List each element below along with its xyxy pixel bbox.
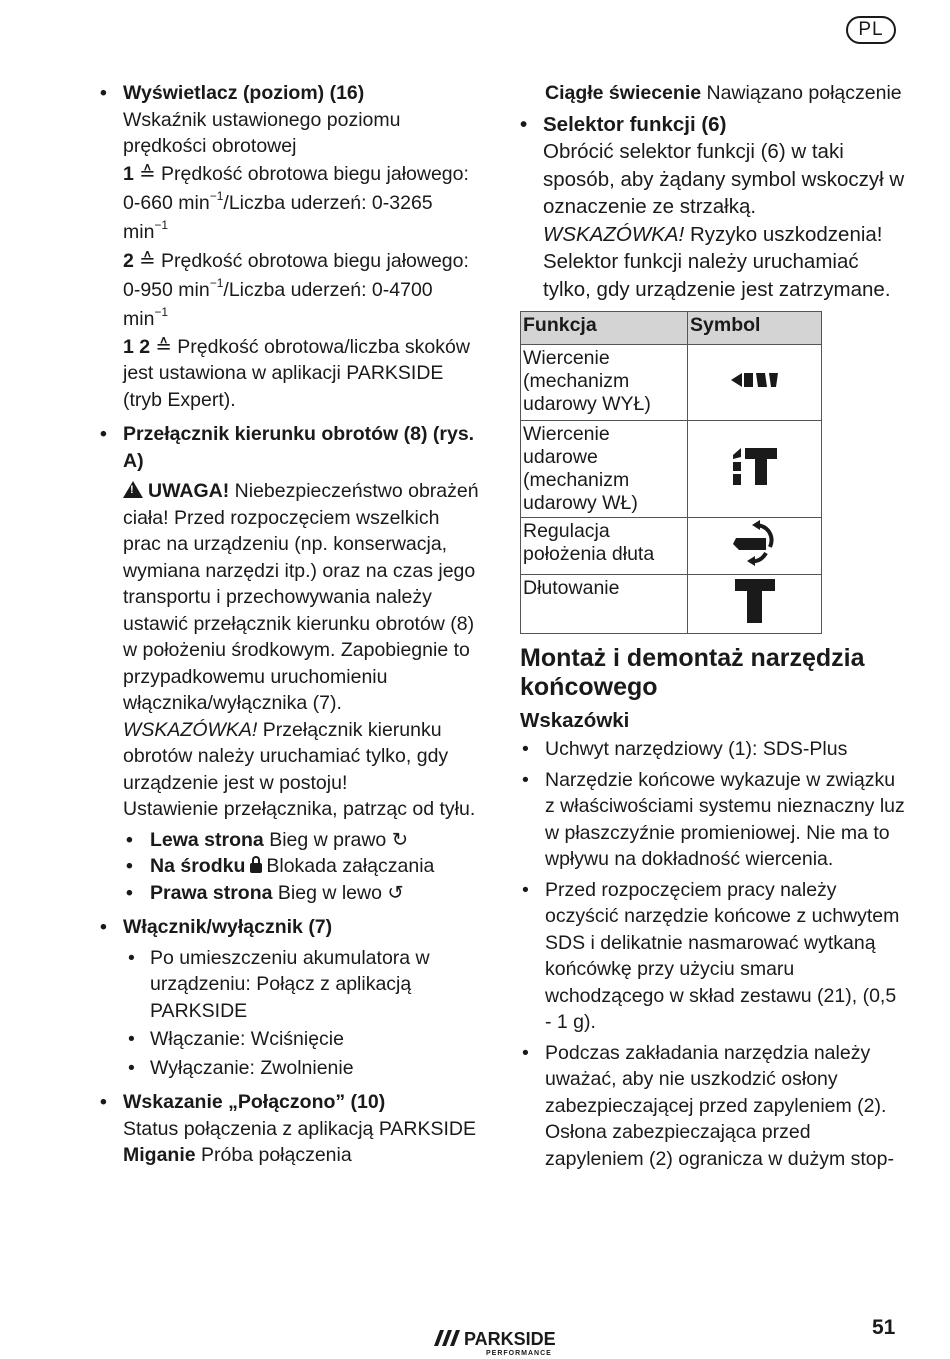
note-label: WSKAZÓWKA! [123,718,258,741]
level-expert-line: 1 2 ≙ Prędkość obrotowa/liczba skoków jest ustawiona w aplikacji PARKSIDE (tryb Expert). [123,335,470,411]
table-row [521,575,822,634]
equivalence-sign: ≙ [139,249,156,272]
warning-label: UWAGA! [148,480,230,502]
lock-icon [250,863,262,873]
note-label: WSKAZÓWKA! [543,222,685,246]
on-off-switch-title: Włącznik/wyłącznik (7) [123,916,333,938]
right-column [520,80,905,1172]
function-cell: Dłutowanie [521,575,688,634]
list-item: • Podczas zakładania narzędzia należy uważać, aby nie uszkodzić osłony zabezpieczającej przed zapyleniem (2). Osłona zabezpieczająca przed zapyleniem (2) ogranicza w dużym stop- [522,1041,894,1170]
setting-text: Ustawienie przełącznika, patrząc od tyłu. [123,798,476,820]
connected-status-text: Status połączenia z aplikacją PARKSIDE [123,1117,476,1140]
list-item: • Przed rozpoczęciem pracy należy oczyścić narzędzie końcowe z uchwytem SDS i delikatnie nasmarować wytkaną końcówkę przy użyciu smaru wchodzącego w skład zestawu (21), (0,5 - 1 g). [522,878,900,1033]
display-title: Wyświetlacz (poziom) (16) [123,82,365,104]
table-row [521,518,822,575]
on-off-switch-item [100,914,480,1081]
equivalence-sign: ≙ [139,162,156,185]
display-item [100,80,480,413]
brand-subtitle: PERFORMANCE [486,1350,552,1357]
blink-line: Miganie Próba połączenia [123,1144,352,1166]
bullet: • [100,82,107,104]
rotate-clockwise-icon: ↻ [391,828,409,851]
function-table [520,311,822,634]
bullet: • [100,916,107,938]
function-cell: Regulacja położenia dłuta [521,518,688,575]
symbol-cell [688,518,822,575]
table-header: Funkcja [521,312,688,345]
function-selector-item [520,111,905,304]
section-heading: Montaż i demontaż narzędzia końcowego [520,644,865,701]
function-selector-title: Selektor funkcji (6) [543,112,727,136]
list-item: • Uchwyt narzędziowy (1): SDS-Plus [522,738,848,760]
switch-step: • Po umieszczeniu akumulatora w urządzeniu: Połącz z aplikacją PARKSIDE [128,946,430,1022]
chisel-rotate-icon [730,520,780,566]
symbol-cell [688,575,822,634]
function-selector-text: Obrócić selektor funkcji (6) w taki sposób, aby żądany symbol wskoczył w oznaczenie ze strzałką. [543,140,905,218]
steady-line: Ciągłe świecenie Nawiązano połączenie [545,82,902,104]
switch-step: • Włączanie: Wciśnięcie [128,1028,344,1050]
table-header: Symbol [688,312,822,345]
note-paragraph: WSKAZÓWKA! Przełącznik kierunku obrotów należy uruchamiać tylko, gdy urządzenie jest w postoju! [123,718,449,794]
rotate-counterclockwise-icon: ↺ [387,881,404,904]
drill-icon [729,370,781,390]
warning-icon [123,481,143,498]
page-number: 51 [872,1316,896,1339]
table-row [521,421,822,518]
warning-paragraph: !UWAGA! Niebezpieczeństwo obrażeń ciała! Przed rozpoczęciem wszelkich prac na urządzeniu (np. konserwacja, wymiana narzędzi itp.) oraz na czas jego transportu i przechowywania należy ustawić przełącznik kierunku obrotów (8) w położeniu środkowym. Zapobiegnie to przypadkowemu uruchomieniu włącznika/wyłącznika (7). [123,478,480,717]
function-cell: Wiercenie udarowe (mechanizm udarowy WŁ) [521,421,688,518]
direction-switch-title: Przełącznik kierunku obrotów (8) (rys. A) [123,423,475,472]
language-badge: PL [846,16,896,44]
direction-right: • Prawa strona Bieg w lewo ↺ [126,881,404,904]
hammer-drill-icon [730,445,780,487]
selector-note: WSKAZÓWKA! Ryzyko uszkodzenia! Selektor funkcji należy uruchamiać tylko, gdy urządzenie jest zatrzymane. [543,222,891,301]
level-2-line: 2 ≙ Prędkość obrotowa biegu jałowego: 0-950 $\min^{-1}$/Liczba uderzeń: 0-4700 $\min^{-1}$ [123,249,469,330]
bullet: • [520,112,528,136]
table-header-row [521,312,822,345]
level-1-line: 1 ≙ Prędkość obrotowa biegu jałowego: 0-660 $\min^{-1}$/Liczba uderzeń: 0-3265 $\min^{-1}$ [123,162,469,243]
symbol-cell [688,421,822,518]
connected-indicator-item [100,1089,480,1169]
direction-middle: • Na środku Blokada załączania [126,855,435,877]
function-cell: Wiercenie (mechanizm udarowy WYŁ) [521,345,688,421]
chisel-icon [733,577,777,625]
switch-step: • Wyłączanie: Zwolnienie [128,1056,354,1079]
subsection-heading: Wskazówki [520,709,630,732]
brand-name: PARKSIDE [464,1329,556,1349]
direction-left: • Lewa strona Bieg w prawo ↻ [126,828,409,851]
symbol-cell [688,345,822,421]
equivalence-sign: ≙ [155,335,172,358]
bullet: • [100,1091,107,1113]
table-row [521,345,822,421]
bullet: • [100,423,107,445]
left-column [100,80,480,1169]
direction-switch-item [100,421,480,906]
parkside-logo [428,1324,588,1358]
list-item: • Narzędzie końcowe wykazuje w związku z właściwościami systemu nieznaczny luz w płaszczyźnie promieniowej. Nie ma to wpływu na dokładność wiercenia. [522,768,905,870]
display-description: Wskaźnik ustawionego poziomu prędkości obrotowej [123,108,401,157]
connected-indicator-title: Wskazanie „Połączono” (10) [123,1091,386,1113]
